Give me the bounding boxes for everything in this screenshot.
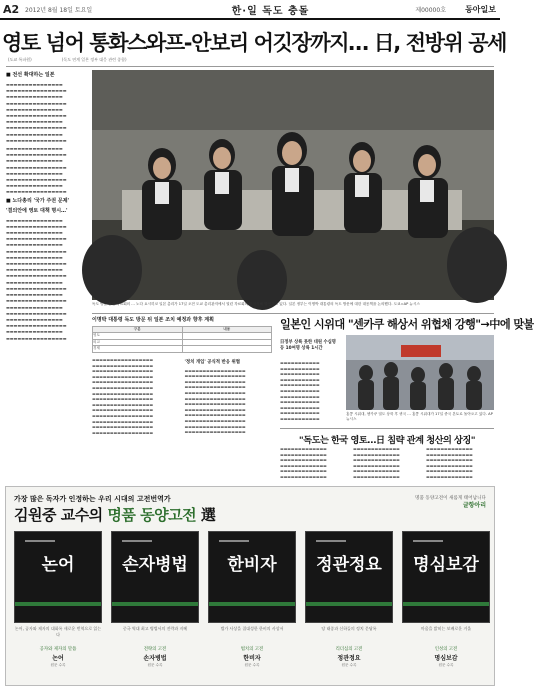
body-text-block: ▬▬▬▬▬▬▬▬▬▬▬▬▬▬▬▬▬ ▬▬▬▬▬▬▬▬▬▬▬▬▬▬▬▬▬ ▬▬▬▬▬▬▬▬▬▬▬▬▬▬▬▬▬ ▬▬▬▬▬▬▬▬▬▬▬▬▬▬▬▬▬ ▬▬▬▬▬▬▬▬▬▬▬▬▬▬▬▬▬ ▬▬▬▬▬▬▬▬▬▬▬▬▬▬▬▬▬ ▬▬▬▬▬▬▬▬▬▬▬▬▬▬▬▬▬ ▬▬▬▬▬▬▬▬▬▬▬▬▬▬▬▬▬ ▬▬▬▬▬▬▬▬▬▬▬▬▬▬▬▬▬ ▬▬▬▬▬▬▬▬▬▬▬▬▬▬▬▬▬ ▬▬▬▬▬▬▬▬▬▬▬▬▬▬▬▬▬ ▬▬▬▬▬▬▬▬▬▬▬▬▬▬▬▬▬ ▬▬▬▬▬▬▬▬▬▬▬▬▬▬▬▬▬ ▬▬▬▬▬▬▬▬▬▬▬▬▬▬▬▬▬ <box>92 356 153 435</box>
table-cell: 영토 <box>93 333 183 340</box>
byline-right: (독도 연계 일본 정부 대응 관련 종합) <box>61 57 127 62</box>
book-cover-title: 정관정요 <box>316 555 382 575</box>
page-header <box>0 0 500 20</box>
book-title: 논어 <box>52 655 64 662</box>
book-meta: 원문 수록 <box>147 663 163 667</box>
left-article-column <box>6 70 86 482</box>
ad-title-accent: 명품 동양고전 <box>107 506 197 524</box>
table-box-title: 이명박 대통령 독도 방문 뒤 일본 조치 예정과 향후 계획 <box>92 317 214 323</box>
table-cell <box>182 339 272 346</box>
second-photo-credit: AP 뉴시스 <box>346 412 493 421</box>
book-cover[interactable] <box>305 531 393 623</box>
policy-table-article <box>92 318 272 482</box>
ad-tagline: 가장 많은 독자가 인정하는 우리 시대의 고전번역가 <box>14 495 171 503</box>
ad-right-block <box>396 495 486 509</box>
divider <box>6 66 494 67</box>
left-subhead-1: ■ 전선 확대하는 일본 <box>6 72 55 78</box>
book-meta: 원문 수록 <box>244 663 260 667</box>
byline-row <box>8 57 498 63</box>
table-row <box>93 346 272 353</box>
book-cover-title: 명심보감 <box>413 555 479 575</box>
book-title: 명심보감 <box>434 655 458 662</box>
second-subhead: 日정부 상륙 못한 대원 수십명 등 10여명 상륙 1시간 <box>280 340 336 352</box>
ad-title-end: 選 <box>200 506 216 524</box>
table-cell <box>182 333 272 340</box>
book-cover-title: 논어 <box>41 555 75 575</box>
book-meta: 원문 수록 <box>50 663 66 667</box>
book-cover[interactable] <box>402 531 490 623</box>
second-headline: 일본인 시위대 "센카쿠 해상서 위협채 강행"→中에 맞불 <box>280 318 534 331</box>
book-subtitle: 법치의 고전 <box>240 647 264 652</box>
body-text-block: ▬▬▬▬▬▬▬▬▬▬▬▬▬ ▬▬▬▬▬▬▬▬▬▬▬▬▬ ▬▬▬▬▬▬▬▬▬▬▬▬▬ ▬▬▬▬▬▬▬▬▬▬▬▬▬ ▬▬▬▬▬▬▬▬▬▬▬▬▬ ▬▬▬▬▬▬▬▬▬▬▬▬▬ <box>353 446 400 479</box>
third-headline: "독도는 한국 영토…日 침략 관계 청산의 상징" <box>298 435 476 446</box>
ad-title-main: 김원중 교수의 <box>14 506 103 524</box>
photo-caption <box>92 302 494 307</box>
book-cover[interactable] <box>111 531 199 623</box>
left-quote: '결의안에 영토 대책 명시…' <box>6 207 68 214</box>
second-article-body: ▬▬▬▬▬▬▬▬▬▬▬ ▬▬▬▬▬▬▬▬▬▬▬ ▬▬▬▬▬▬▬▬▬▬▬ ▬▬▬▬▬▬▬▬▬▬▬ ▬▬▬▬▬▬▬▬▬▬▬ ▬▬▬▬▬▬▬▬▬▬▬ ▬▬▬▬▬▬▬▬▬▬▬ ▬▬▬▬▬▬▬▬▬▬▬ ▬▬▬▬▬▬▬▬▬▬▬ ▬▬▬▬▬▬▬▬▬▬▬ ▬▬▬▬▬▬▬▬▬▬▬ <box>280 360 320 421</box>
main-headline: 영토 넘어 통화스와프-안보리 어깃장까지… 日, 전방위 공세 <box>2 31 507 55</box>
table-row <box>93 333 272 340</box>
book-description: 법가 사상을 집대성한 한비의 사상서 <box>220 626 284 631</box>
table-cell: 경제 <box>93 346 183 353</box>
book-meta: 원문 수록 <box>341 663 357 667</box>
photo-caption-text: 독도 방문 관련 각료회의 … 노다 요시히코 일본 총리가 17일 오전 도쿄 총리관저에서 열린 각료회의에 참석해 발언하고 있다. 일본 정부는 이명박 대통령의 독도 방문에 대한 대응책을 논의했다. <box>92 302 393 306</box>
book-list <box>14 531 490 668</box>
book-meta: 원문 수록 <box>438 663 454 667</box>
body-text-block: ▬▬▬▬▬▬▬▬▬▬▬▬▬ ▬▬▬▬▬▬▬▬▬▬▬▬▬ ▬▬▬▬▬▬▬▬▬▬▬▬▬ ▬▬▬▬▬▬▬▬▬▬▬▬▬ ▬▬▬▬▬▬▬▬▬▬▬▬▬ ▬▬▬▬▬▬▬▬▬▬▬▬▬ <box>426 446 473 479</box>
book-cover-title: 손자병법 <box>122 555 188 575</box>
ad-title <box>14 504 215 525</box>
ad-right-text: 명품 동양고전이 새롭게 태어납니다 <box>415 496 486 501</box>
page-number: A2 <box>3 2 20 16</box>
publisher-name: 글항아리 <box>462 502 486 509</box>
body-text-block: ▬▬▬▬▬▬▬▬▬▬▬▬▬ ▬▬▬▬▬▬▬▬▬▬▬▬▬ ▬▬▬▬▬▬▬▬▬▬▬▬▬ ▬▬▬▬▬▬▬▬▬▬▬▬▬ ▬▬▬▬▬▬▬▬▬▬▬▬▬ ▬▬▬▬▬▬▬▬▬▬▬▬▬ <box>280 446 327 479</box>
policy-table <box>92 326 272 353</box>
table-cell <box>182 346 272 353</box>
publication-date: 2012년 8월 18일 토요일 <box>25 6 93 14</box>
book-cover-title: 한비자 <box>227 555 277 575</box>
book-advertisement[interactable] <box>5 486 495 686</box>
table-row <box>93 339 272 346</box>
divider <box>92 313 494 314</box>
book-cover[interactable] <box>14 531 102 623</box>
photo-credit: 도쿄=AP 뉴시스 <box>393 302 420 306</box>
body-text-block: ▬▬▬▬▬▬▬▬▬▬▬▬▬▬▬ ▬▬▬▬▬▬▬▬▬▬▬▬▬▬▬▬ ▬▬▬▬▬▬▬▬▬▬▬▬▬▬▬ ▬▬▬▬▬▬▬▬▬▬▬▬▬▬▬▬ ▬▬▬▬▬▬▬▬▬▬▬▬▬▬▬ ▬▬▬▬▬▬▬▬▬▬▬▬▬▬▬▬ ▬▬▬▬▬▬▬▬▬▬▬▬▬▬▬ ▬▬▬▬▬▬▬▬▬▬▬▬▬▬▬▬ <box>6 146 67 195</box>
second-photo-caption <box>346 412 494 422</box>
body-text-block: ▬▬▬▬▬▬▬▬▬▬▬▬▬▬▬ ▬▬▬▬▬▬▬▬▬▬▬▬▬▬▬▬ ▬▬▬▬▬▬▬▬▬▬▬▬▬▬▬ ▬▬▬▬▬▬▬▬▬▬▬▬▬▬▬▬ ▬▬▬▬▬▬▬▬▬▬▬▬▬▬▬ ▬▬▬▬▬▬▬▬▬▬▬▬▬▬▬▬ ▬▬▬▬▬▬▬▬▬▬▬▬▬▬▬ ▬▬▬▬▬▬▬▬▬▬▬▬▬▬▬▬ ▬▬▬▬▬▬▬▬▬▬▬▬▬▬▬ ▬▬▬▬▬▬▬▬▬▬▬▬▬▬▬▬ ▬▬▬▬▬▬▬▬▬▬▬▬▬▬▬ ▬▬▬▬▬▬▬▬▬▬▬▬▬▬▬▬ ▬▬▬▬▬▬▬▬▬▬▬▬▬▬▬ ▬▬▬▬▬▬▬▬▬▬▬▬▬▬▬▬ ▬▬▬▬▬▬▬▬▬▬▬▬▬▬▬ ▬▬▬▬▬▬▬▬▬▬▬▬▬▬▬▬ ▬▬▬▬▬▬▬▬▬▬▬▬▬▬▬ ▬▬▬▬▬▬▬▬▬▬▬▬▬▬▬▬ ▬▬▬▬▬▬▬▬▬▬▬▬▬▬▬ ▬▬▬▬▬▬▬▬▬▬▬▬▬▬▬▬ <box>6 217 67 341</box>
book-title: 정관정요 <box>337 655 361 662</box>
mid-subhead: '정치 개입' 공식적 반응 위협 <box>184 359 240 365</box>
masthead: 동아일보 <box>465 4 496 14</box>
book-item[interactable] <box>111 531 199 668</box>
table-header: 구분 <box>93 326 183 333</box>
book-cover[interactable] <box>208 531 296 623</box>
book-subtitle: 전략의 고전 <box>143 647 167 652</box>
byline-left: (도쿄 특파원) <box>8 57 32 62</box>
body-text-block: ▬▬▬▬▬▬▬▬▬▬▬▬▬▬▬ ▬▬▬▬▬▬▬▬▬▬▬▬▬▬▬▬ ▬▬▬▬▬▬▬▬▬▬▬▬▬▬▬ ▬▬▬▬▬▬▬▬▬▬▬▬▬▬▬▬ ▬▬▬▬▬▬▬▬▬▬▬▬▬▬▬ ▬▬▬▬▬▬▬▬▬▬▬▬▬▬▬▬ ▬▬▬▬▬▬▬▬▬▬▬▬▬▬▬ ▬▬▬▬▬▬▬▬▬▬▬▬▬▬▬▬ ▬▬▬▬▬▬▬▬▬▬▬▬▬▬▬ ▬▬▬▬▬▬▬▬▬▬▬▬▬▬▬▬ <box>6 82 67 143</box>
book-title: 한비자 <box>243 655 261 662</box>
third-article-body <box>280 446 494 480</box>
book-item[interactable] <box>14 531 102 668</box>
book-title: 손자병법 <box>143 655 167 662</box>
main-photo <box>92 70 494 300</box>
body-text-block: ▬▬▬▬▬▬▬▬▬▬▬▬▬▬▬▬▬ ▬▬▬▬▬▬▬▬▬▬▬▬▬▬▬▬▬ ▬▬▬▬▬▬▬▬▬▬▬▬▬▬▬▬▬ ▬▬▬▬▬▬▬▬▬▬▬▬▬▬▬▬▬ ▬▬▬▬▬▬▬▬▬▬▬▬▬▬▬▬▬ ▬▬▬▬▬▬▬▬▬▬▬▬▬▬▬▬▬ ▬▬▬▬▬▬▬▬▬▬▬▬▬▬▬▬▬ ▬▬▬▬▬▬▬▬▬▬▬▬▬▬▬▬▬ ▬▬▬▬▬▬▬▬▬▬▬▬▬▬▬▬▬ ▬▬▬▬▬▬▬▬▬▬▬▬▬▬▬▬▬ ▬▬▬▬▬▬▬▬▬▬▬▬▬▬▬▬▬ ▬▬▬▬▬▬▬▬▬▬▬▬▬▬▬▬▬ <box>184 367 246 435</box>
table-cell: 외교 <box>93 339 183 346</box>
second-photo <box>346 335 494 410</box>
book-subtitle: 인성의 고전 <box>434 647 458 652</box>
left-subhead-2: ■ 노다총리 '국가 주권 문제' <box>6 197 70 204</box>
book-description: 논어, 공자와 제자의 대화록 새로운 번역으로 읽는다 <box>14 626 102 637</box>
book-item[interactable] <box>208 531 296 668</box>
divider <box>280 428 494 429</box>
second-caption-text: 홍콩 시위대, 센카쿠 열도 상륙 후 귀국 … 홍콩 시위대가 17일 중국 본토로 돌아오고 있다. <box>346 412 488 416</box>
table-header: 내용 <box>182 326 272 333</box>
book-description: 당 태종과 신하들의 정치 문답록 <box>321 626 377 631</box>
book-item[interactable] <box>305 531 393 668</box>
book-item[interactable] <box>402 531 490 668</box>
book-description: 마음을 밝히는 보배로운 거울 <box>420 626 472 631</box>
section-title: 한·일 독도 충돌 <box>231 5 310 17</box>
book-description: 중국 역대 최고 병법서의 전략과 지혜 <box>122 626 188 631</box>
book-subtitle: 공자와 제자의 말씀 <box>39 647 77 652</box>
book-subtitle: 리더십의 고전 <box>335 647 363 652</box>
issue-number: 제00000호 <box>415 6 446 14</box>
